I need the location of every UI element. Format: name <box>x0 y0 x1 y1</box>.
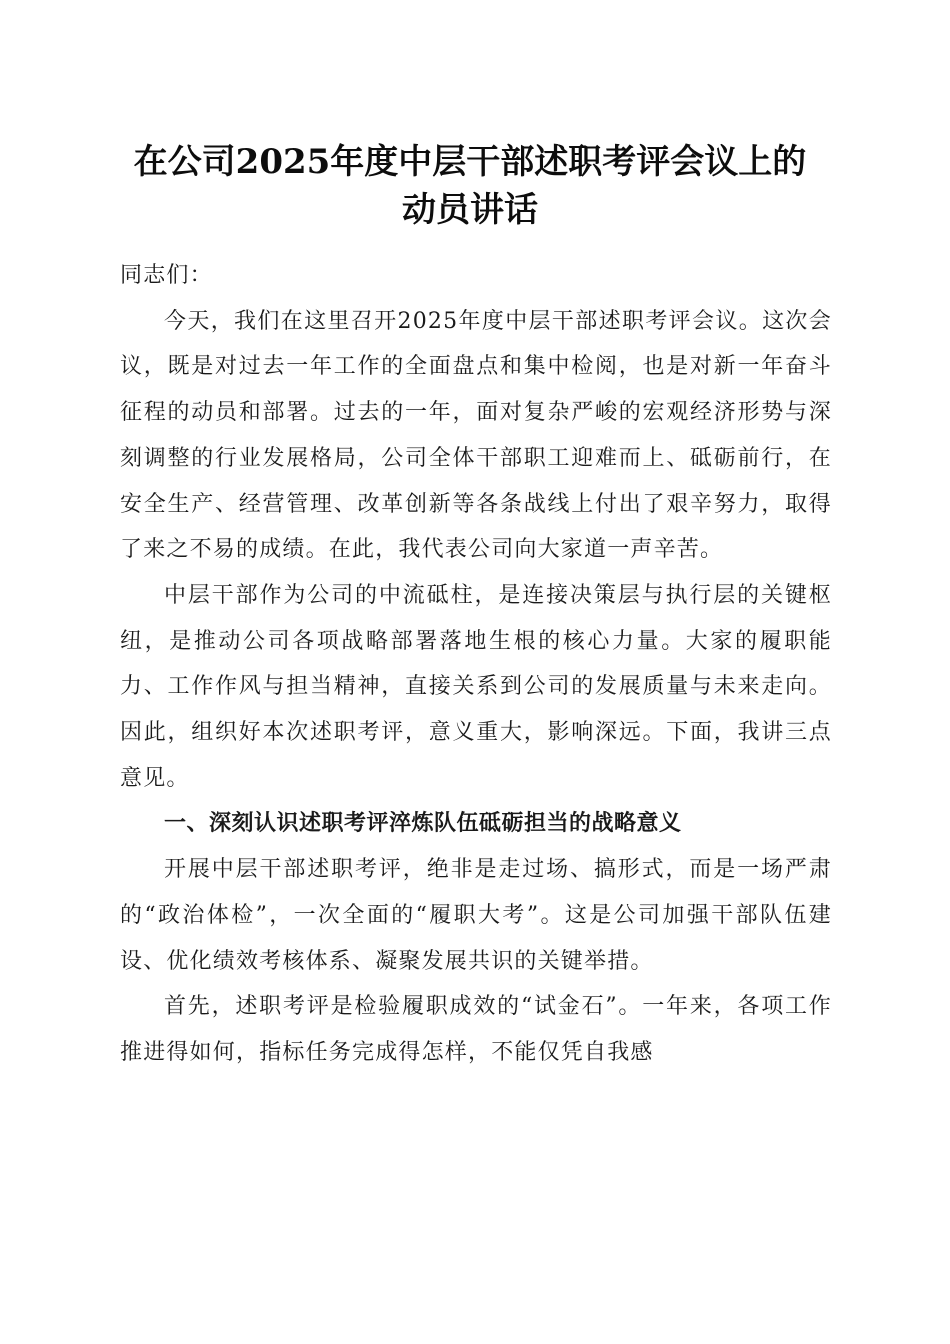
document-body <box>120 253 832 1076</box>
paragraph-role-of-cadres: 中层干部作为公司的中流砥柱，是连接决策层与执行层的关键枢纽，是推动公司各项战略部署落地生根的核心力量。大家的履职能力、工作作风与担当精神，直接关系到公司的发展质量与未来走向。因此，组织好本次述职考评，意义重大，影响深远。下面，我讲三点意见。 <box>120 582 832 791</box>
section-1-paragraph: 开展中层干部述职考评，绝非是走过场、搞形式，而是一场严肃的“政治体检”，一次全面的“履职大考”。这是公司加强干部队伍建设、优化绩效考核体系、凝聚发展共识的关键举措。 <box>120 857 832 974</box>
document-title-line-2: 动员讲话 <box>402 190 538 230</box>
document-title-line-1: 在公司2025年度中层干部述职考评会议上的 <box>133 142 807 182</box>
paragraph-opening: 今天，我们在这里召开2025年度中层干部述职考评会议。这次会议，既是对过去一年工作的全面盘点和集中检阅，也是对新一年奋斗征程的动员和部署。过去的一年，面对复杂严峻的宏观经济形势与深刻调整的行业发展格局，公司全体干部职工迎难而上、砥砺前行，在安全生产、经营管理、改革创新等各条战线上付出了艰辛努力，取得了来之不易的成绩。在此，我代表公司向大家道一声辛苦。 <box>120 308 832 563</box>
section-1-paragraph: 首先，述职考评是检验履职成效的“试金石”。一年来，各项工作推进得如何，指标任务完成得怎样，不能仅凭自我感 <box>120 994 832 1065</box>
section-1-heading: 一、深刻认识述职考评淬炼队伍砥砺担当的战略意义 <box>164 811 682 837</box>
salutation: 同志们： <box>120 263 213 288</box>
